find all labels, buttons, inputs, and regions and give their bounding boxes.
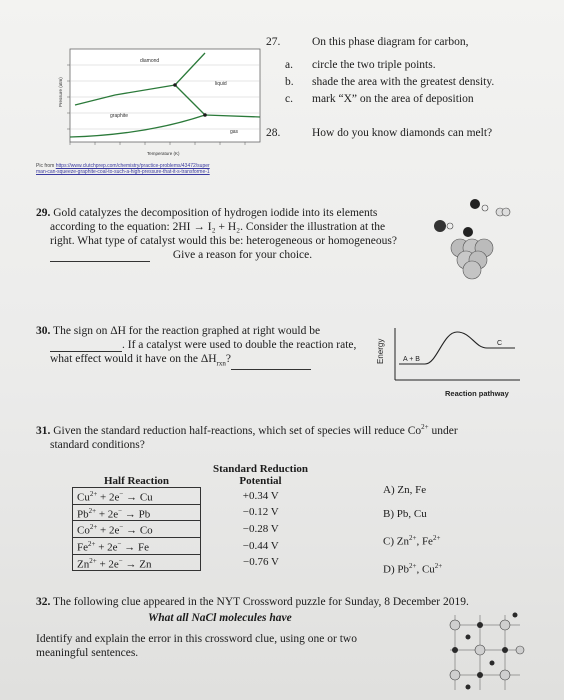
q30-line3-sub: rxn — [216, 359, 226, 368]
q29-number: 29. — [36, 207, 51, 219]
diagram-xlabel: Temperature (K) — [147, 151, 180, 156]
q32-number: 32. — [36, 596, 51, 608]
q29-line2: according to the equation: 2HI → I₂ + H₂. Consider the illustration at the — [50, 221, 386, 233]
reaction-cell: $Pb^{2+} + 2e^- \to Pb$ — [73, 504, 201, 521]
choice-a[interactable]: A) Zn, Fe — [383, 484, 427, 496]
q29-line1: Gold catalyzes the decomposition of hydrogen iodide into its elements — [53, 207, 378, 219]
q27-c-text: mark “X” on the area of deposition — [312, 93, 474, 105]
q32-line3: meaningful sentences. — [36, 647, 139, 659]
table-row — [73, 537, 322, 554]
q27-c-letter: c. — [285, 93, 293, 105]
gold-catalyst-illustration — [420, 190, 520, 285]
region-liquid: liquid — [215, 81, 227, 87]
half-reaction-table — [72, 463, 322, 571]
iodine-atom-2 — [470, 199, 480, 209]
q27-b-text: shade the area with the greatest density. — [312, 76, 495, 88]
hydrogen-atom-2 — [482, 205, 488, 211]
carbon-phase-diagram — [55, 45, 265, 175]
potential-cell: −0.44 V — [242, 539, 279, 552]
gold-surface-cluster — [451, 239, 493, 279]
q29-answer-blank[interactable] — [50, 261, 150, 262]
hydrogen-atom — [447, 223, 453, 229]
choice-d[interactable]: D) $Pb^{2+}$, $Cu^{2+}$ — [383, 561, 443, 576]
potential-cell: +0.34 V — [242, 489, 279, 502]
credit-label: Pic from — [36, 163, 55, 169]
q31-choices — [383, 478, 442, 581]
triple-point-1 — [173, 83, 177, 87]
region-diamond: diamond — [140, 58, 160, 64]
reaction-cell: $Co^{2+} + 2e^- \to Co$ — [73, 521, 201, 538]
hydrogen-atom-4 — [502, 208, 510, 216]
q31-line1a: Given the standard reduction half-reactions, which set of species will reduce Co — [53, 424, 422, 437]
credit-link-1[interactable]: https://www.clutchprep.com/chemistry/practice-problems/43472/super — [55, 163, 210, 169]
table-row — [73, 488, 322, 505]
q29-line4: Give a reason for your choice. — [172, 249, 313, 261]
q30-answer-blank-1[interactable] — [50, 351, 122, 352]
table-row — [73, 521, 322, 538]
q31-block — [36, 420, 536, 452]
q27-a-letter: a. — [285, 59, 293, 71]
header-half-reaction: Half Reaction — [103, 475, 170, 487]
q27-number: 27. — [266, 36, 281, 48]
diagram-ylabel: Pressure (atm) — [58, 77, 63, 107]
nacl-lattice-illustration — [440, 605, 530, 695]
q30-line1: The sign on ΔH for the reaction graphed at right would be — [53, 325, 321, 337]
q32-clue: What all NaCl molecules have — [148, 612, 292, 624]
q30-line3: what effect would it have on the ΔH — [50, 353, 217, 365]
header-potential-1: Standard Reduction — [212, 463, 309, 476]
iodine-atom — [434, 220, 446, 232]
q30-line2: . If a catalyst were used to double the reaction rate, — [122, 339, 357, 351]
header-potential-2: Potential — [239, 475, 282, 488]
q31-line1-sup: 2+ — [421, 423, 429, 431]
credit-link-2[interactable]: man-can-squeeze-graphite-coal-to-such-a-high-pressure-that-it-s-transforme-1 — [36, 169, 210, 175]
q31-line2: standard conditions? — [50, 438, 145, 451]
reactants-label: A + B — [403, 356, 420, 363]
reaction-cell: $Zn^{2+} + 2e^- \to Zn$ — [73, 554, 201, 571]
q28-text: How do you know diamonds can melt? — [312, 127, 493, 139]
q28-number: 28. — [266, 127, 281, 139]
q32-prompt — [36, 632, 416, 660]
table-row — [73, 554, 322, 571]
potential-cell: −0.12 V — [242, 506, 279, 519]
potential-cell: −0.76 V — [243, 556, 279, 569]
q27-prompt: On this phase diagram for carbon, — [312, 36, 469, 48]
q27-a-text: circle the two triple points. — [312, 59, 436, 71]
reaction-cell: $Cu^{2+} + 2e^- \to Cu$ — [73, 488, 201, 505]
q30-number: 30. — [36, 325, 51, 337]
q32-line2: Identify and explain the error in this crossword clue, using one or two — [36, 633, 357, 645]
triple-point-2 — [203, 113, 207, 117]
q30-line3-end: ? — [225, 353, 231, 365]
q32-line1: The following clue appeared in the NYT Crossword puzzle for Sunday, 8 December 2019. — [53, 596, 469, 608]
q29-block — [36, 206, 416, 262]
q30-block — [36, 324, 366, 370]
energy-xlabel: Reaction pathway — [445, 389, 509, 398]
product-label: C — [497, 340, 503, 347]
header-potential — [201, 463, 322, 488]
potential-cell: −0.28 V — [242, 523, 279, 536]
reaction-cell: $Fe^{2+} + 2e^- \to Fe$ — [73, 537, 201, 554]
q29-line3: right. What type of catalyst would this be: heterogeneous or homogeneous? — [50, 235, 397, 247]
diagram-credit — [36, 163, 276, 175]
choice-c[interactable]: C) $Zn^{2+}$, $Fe^{2+}$ — [383, 534, 441, 548]
region-gas: gas — [230, 129, 239, 135]
q31-line1b: under — [431, 424, 458, 437]
iodine-atom-3 — [463, 227, 473, 237]
region-graphite: graphite — [110, 113, 129, 119]
q27-b-letter: b. — [285, 76, 294, 88]
q30-answer-blank-2[interactable] — [231, 369, 311, 370]
choice-b[interactable]: B) Pb, Cu — [383, 508, 427, 520]
q31-number: 31. — [36, 424, 51, 437]
table-row — [73, 504, 322, 521]
energy-ylabel: Energy — [376, 338, 385, 364]
energy-diagram — [375, 320, 525, 405]
